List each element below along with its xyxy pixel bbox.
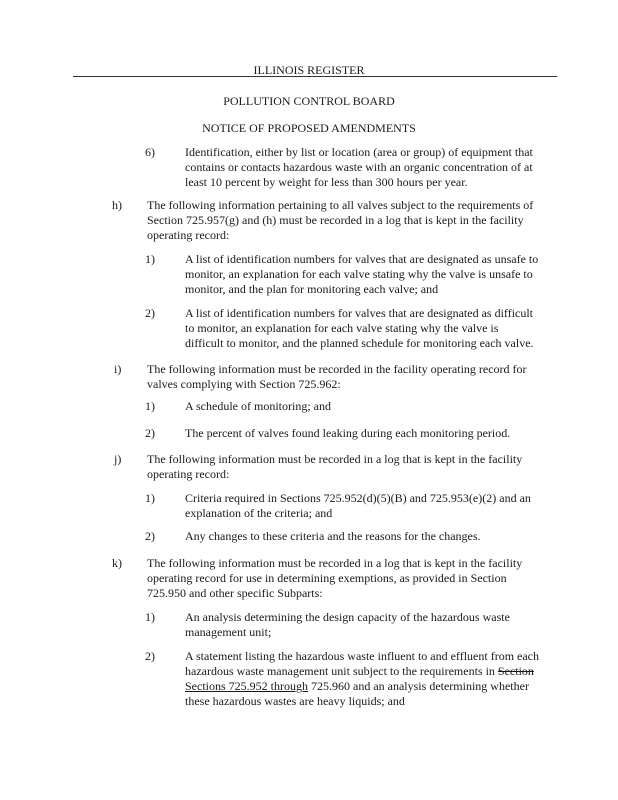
- paragraph-k2-text-end: 725.960 and an analysis determining whether these hazardous wastes are heavy liquids; and: [185, 679, 529, 708]
- item-number: 1): [145, 491, 155, 505]
- paragraph-h1: A list of identification numbers for valves that are designated as unsafe to monitor, an explanation for each valve stating why the valve is unsafe to monitor, and the plan for monitoring each valve; and: [185, 252, 539, 296]
- item-number: 2): [145, 529, 155, 543]
- paragraph-i1: A schedule of monitoring; and: [185, 399, 331, 413]
- paragraph-k1: An analysis determining the design capacity of the hazardous waste management unit;: [185, 610, 510, 639]
- paragraph-j1: Criteria required in Sections 725.952(d)(5)(B) and 725.953(e)(2) and an explanation of the criteria; and: [185, 491, 531, 520]
- paragraph-i2: The percent of valves found leaking during each monitoring period.: [185, 426, 511, 440]
- board-title: POLLUTION CONTROL BOARD: [223, 94, 395, 108]
- item-number: 1): [145, 399, 155, 413]
- paragraph-k2: [185, 649, 539, 709]
- header-rule: [73, 76, 557, 77]
- item-number: 2): [145, 649, 155, 663]
- item-number: 6): [145, 145, 155, 159]
- paragraph-6: Identification, either by list or location (area or group) of equipment that contains or contacts hazardous waste with an organic concentration of at least 10 percent by weight for less than 300 hours per year.: [185, 145, 533, 189]
- paragraph-j2: Any changes to these criteria and the reasons for the changes.: [185, 529, 481, 543]
- paragraph-k2-text: A statement listing the hazardous waste influent to and effluent from each hazardous waste management unit subject to the requirements in: [185, 649, 540, 678]
- item-letter: j): [114, 452, 122, 466]
- item-number: 1): [145, 610, 155, 624]
- notice-title: NOTICE OF PROPOSED AMENDMENTS: [202, 121, 416, 135]
- register-title: ILLINOIS REGISTER: [253, 63, 365, 77]
- paragraph-h: The following information pertaining to all valves subject to the requirements of Section 725.957(g) and (h) must be recorded in a log that is kept in the facility operating record:: [147, 198, 534, 242]
- item-letter: h): [112, 198, 122, 212]
- struck-text: Section: [497, 664, 534, 678]
- item-number: 2): [145, 426, 155, 440]
- item-letter: i): [114, 362, 122, 376]
- paragraph-h2: A list of identification numbers for valves that are designated as difficult to monitor, an explanation for each valve stating why the valve is difficult to monitor, and the planned schedule for monitoring each valve.: [185, 306, 534, 350]
- item-letter: k): [112, 556, 122, 570]
- paragraph-j: The following information must be recorded in a log that is kept in the facility operating record:: [147, 452, 523, 481]
- inserted-text: Sections 725.952 through: [185, 679, 308, 693]
- paragraph-k: The following information must be recorded in a log that is kept in the facility operating record for use in determining exemptions, as provided in Section 725.950 and other specific Subparts:: [147, 556, 523, 600]
- item-number: 1): [145, 252, 155, 266]
- item-number: 2): [145, 306, 155, 320]
- paragraph-i: The following information must be recorded in the facility operating record for valves complying with Section 725.962:: [147, 362, 527, 391]
